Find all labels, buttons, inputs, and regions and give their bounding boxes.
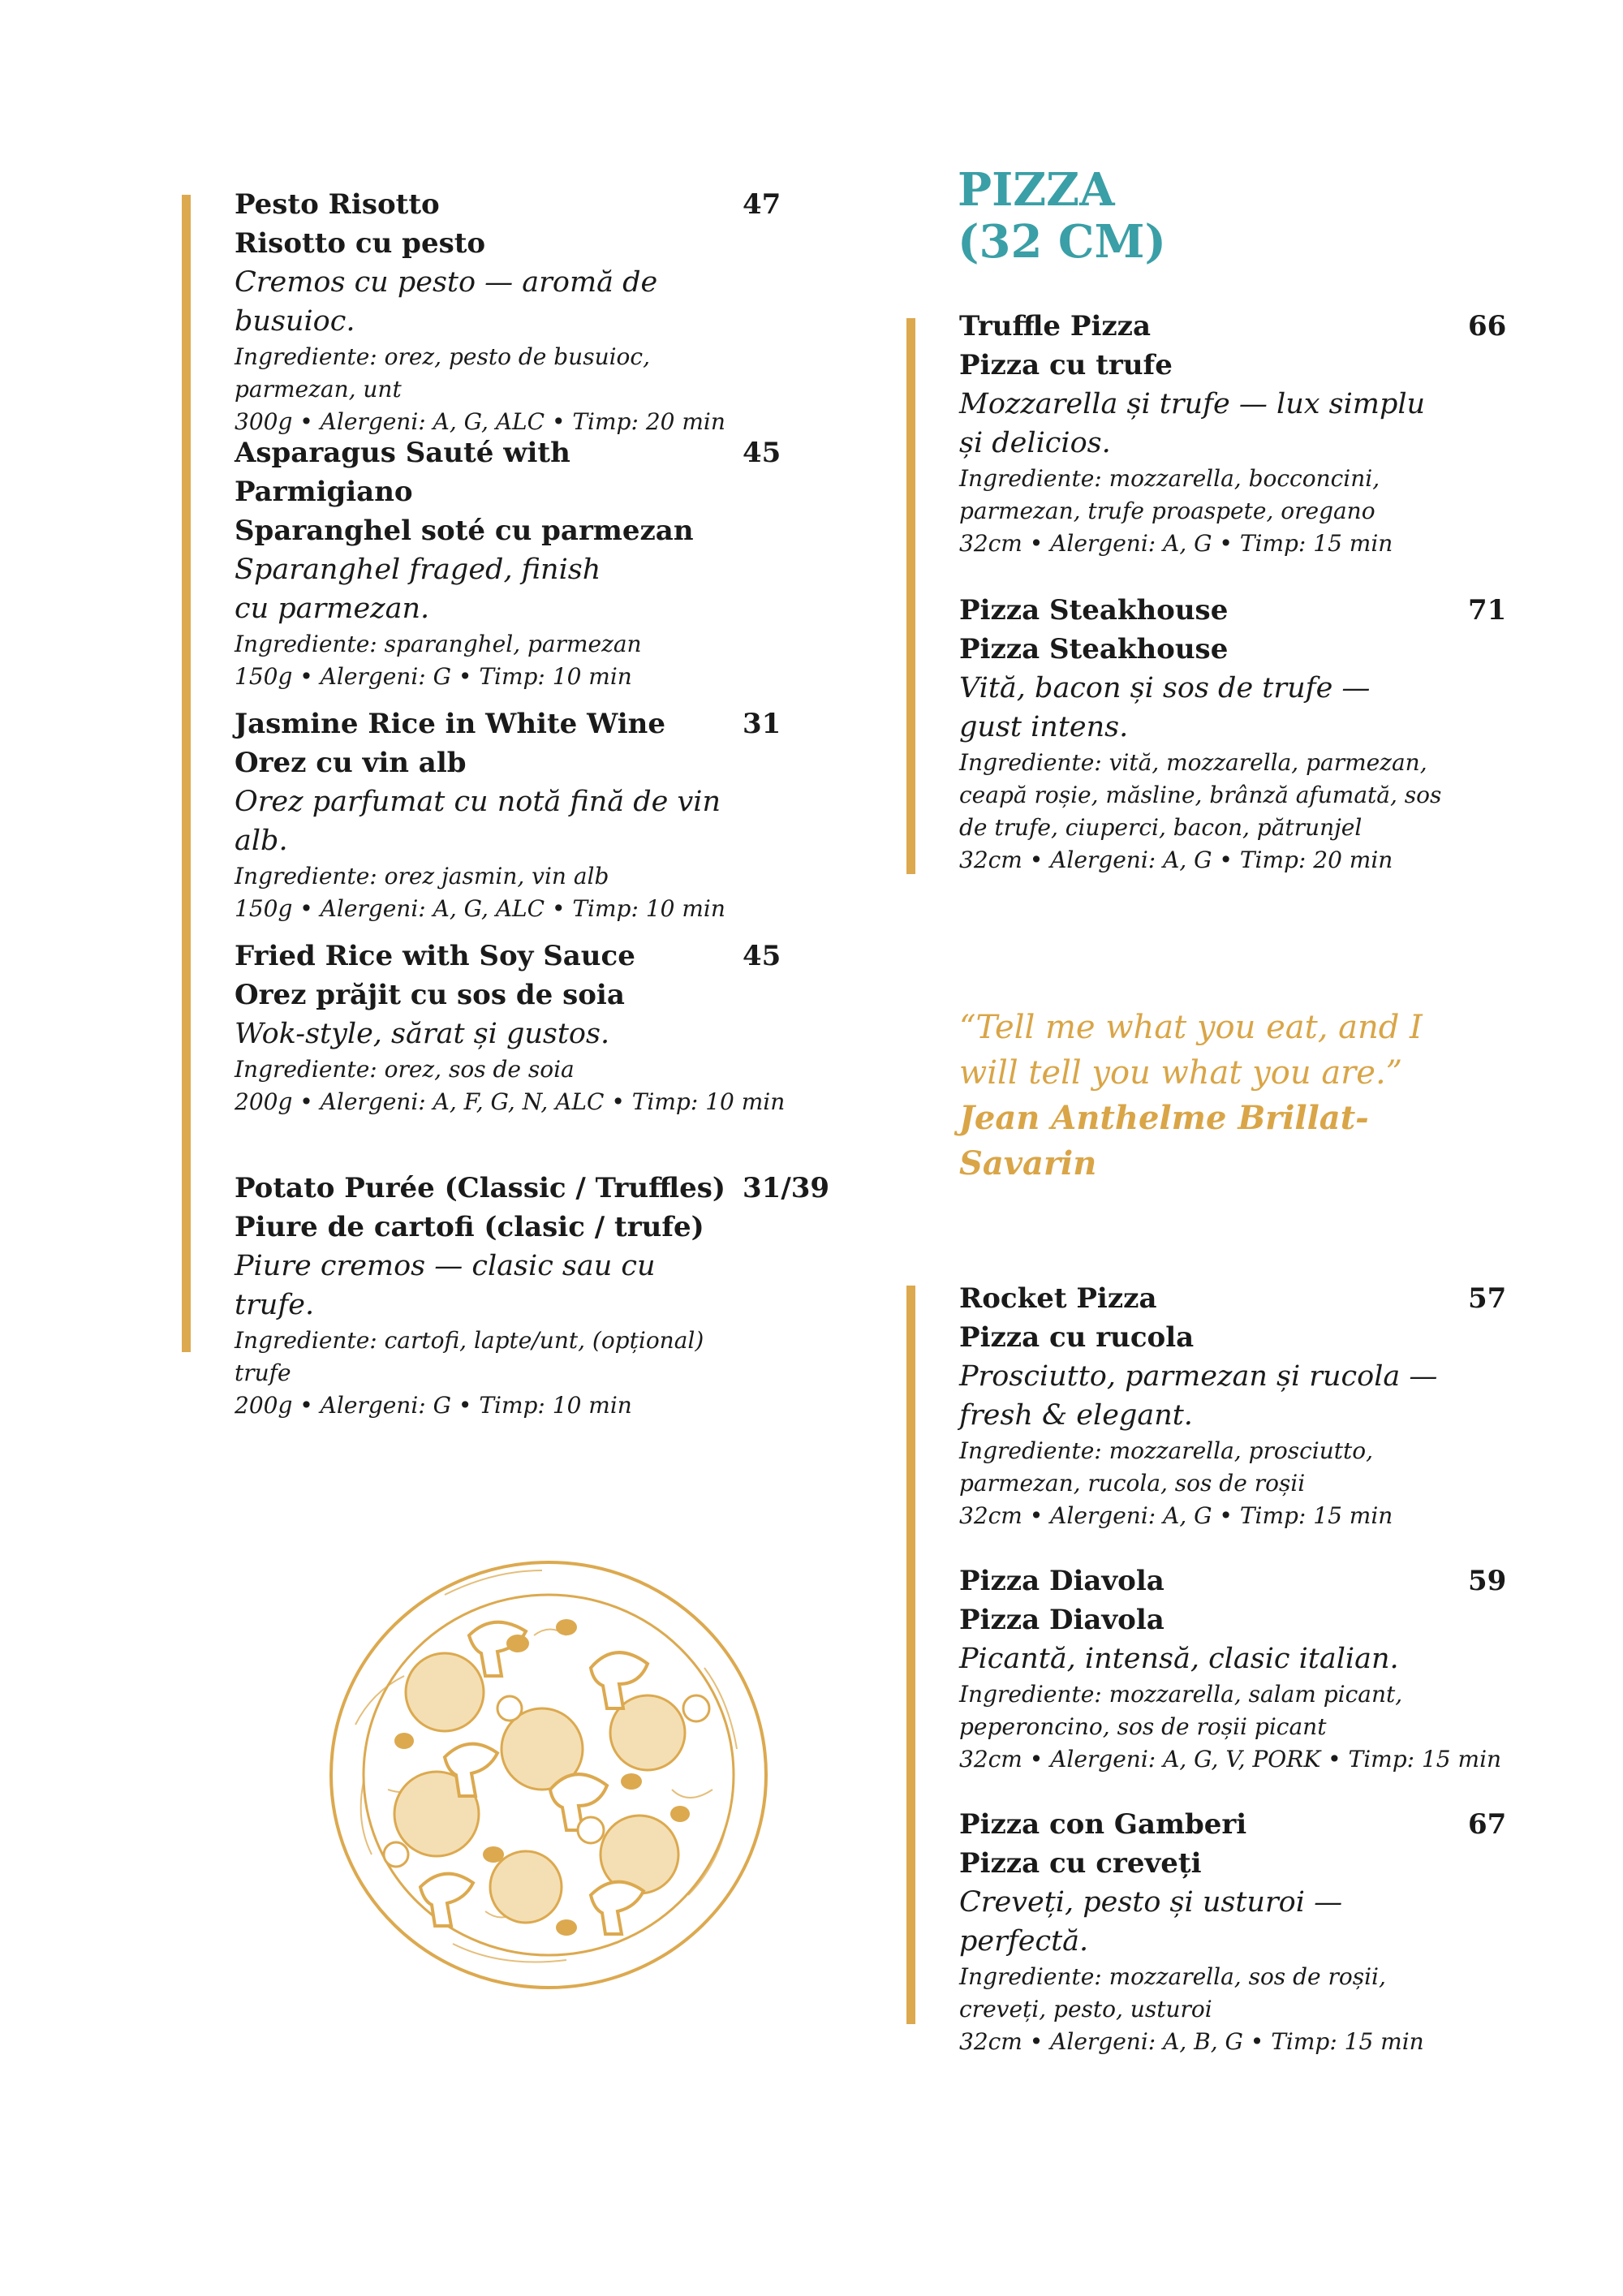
quote-line2: will tell you what you are.” [959, 1054, 1403, 1092]
item-price: 45 [743, 437, 781, 469]
item-price: 66 [1468, 310, 1507, 342]
item-ingredients: Ingrediente: orez, pesto de busuioc, parmezan, unt [235, 343, 650, 403]
item-translation: Orez prăjit cu sos de soia [235, 979, 625, 1011]
item-translation: Pizza cu rucola [959, 1321, 1195, 1354]
menu-item [959, 307, 1507, 560]
item-meta: 200g • Alergeni: A, F, G, N, ALC • Timp: 10 min [235, 1088, 786, 1115]
item-translation: Sparanghel soté cu parmezan [235, 515, 694, 547]
item-translation: Piure de cartofi (clasic / trufe) [235, 1211, 704, 1243]
item-description: Cremos cu pesto — aromă de busuioc. [235, 266, 658, 338]
menu-item [959, 1562, 1507, 1776]
item-description: Prosciutto, parmezan și rucola — fresh & elegant. [959, 1360, 1438, 1432]
item-translation: Pizza cu creveți [959, 1847, 1202, 1880]
quote-author: Jean Anthelme Brillat-Savarin [959, 1099, 1369, 1182]
item-ingredients: Ingrediente: mozzarella, prosciutto, parmezan, rucola, sos de roșii [959, 1437, 1374, 1497]
pizza-illustration-icon [323, 1546, 774, 1997]
quote-line1: “Tell me what you eat, and I [959, 1009, 1423, 1046]
item-price: 59 [1468, 1565, 1507, 1597]
item-meta: 200g • Alergeni: G • Timp: 10 min [235, 1392, 632, 1419]
menu-item [235, 1169, 830, 1422]
item-meta: 32cm • Alergeni: A, G • Timp: 15 min [959, 1502, 1393, 1529]
item-ingredients: Ingrediente: mozzarella, salam picant, peperoncino, sos de roșii picant [959, 1681, 1403, 1740]
item-ingredients: Ingrediente: orez, sos de soia [235, 1056, 575, 1083]
item-name: Pizza Steakhouse [959, 594, 1229, 627]
section-title [958, 164, 1166, 268]
item-price: 71 [1468, 594, 1507, 627]
item-name: Rocket Pizza [959, 1282, 1157, 1315]
item-translation: Pizza Steakhouse [959, 633, 1229, 666]
item-price: 45 [743, 940, 781, 972]
section-title-line1: PIZZA [958, 163, 1115, 217]
item-description: Vită, bacon și sos de trufe — gust intens. [959, 672, 1371, 743]
item-description: Piure cremos — clasic sau cu trufe. [235, 1250, 656, 1321]
quote-block [959, 1005, 1479, 1187]
item-price: 47 [743, 188, 781, 221]
item-meta: 32cm • Alergeni: A, B, G • Timp: 15 min [959, 2028, 1424, 2055]
menu-item [959, 1279, 1507, 1532]
item-price: 67 [1468, 1808, 1507, 1841]
item-name: Asparagus Sauté with Parmigiano [235, 437, 570, 508]
item-translation: Risotto cu pesto [235, 227, 486, 260]
left-accent-bar [182, 195, 191, 1352]
item-ingredients: Ingrediente: vită, mozzarella, parmezan, ceapă roșie, măsline, brânză afumată, sos de trufe, ciuperci, bacon, pătrunjel [959, 749, 1442, 841]
menu-item [235, 433, 781, 693]
item-name: Potato Purée (Classic / Truffles) [235, 1172, 725, 1204]
item-meta: 300g • Alergeni: A, G, ALC • Timp: 20 min [235, 408, 725, 435]
item-price: 31 [743, 708, 781, 740]
item-price: 31/39 [743, 1172, 830, 1204]
item-ingredients: Ingrediente: orez jasmin, vin alb [235, 863, 609, 890]
item-translation: Pizza cu trufe [959, 349, 1173, 381]
item-name: Pizza con Gamberi [959, 1808, 1247, 1841]
item-name: Jasmine Rice in White Wine [235, 708, 666, 740]
item-ingredients: Ingrediente: mozzarella, bocconcini, parmezan, trufe proaspete, oregano [959, 465, 1380, 524]
item-translation: Orez cu vin alb [235, 747, 467, 779]
item-translation: Pizza Diavola [959, 1604, 1165, 1636]
item-description: Wok-style, sărat și gustos. [235, 1018, 610, 1050]
item-description: Orez parfumat cu notă fină de vin alb. [235, 786, 721, 857]
item-meta: 32cm • Alergeni: A, G • Timp: 15 min [959, 530, 1393, 557]
item-meta: 32cm • Alergeni: A, G, V, PORK • Timp: 15 min [959, 1746, 1502, 1773]
item-description: Picantă, intensă, clasic italian. [959, 1643, 1399, 1675]
item-name: Fried Rice with Soy Sauce [235, 940, 635, 972]
item-price: 57 [1468, 1282, 1507, 1315]
item-description: Sparanghel fraged, finish cu parmezan. [235, 554, 601, 625]
right-bottom-accent-bar [906, 1286, 915, 2024]
item-name: Pesto Risotto [235, 188, 440, 221]
item-ingredients: Ingrediente: mozzarella, sos de roșii, creveți, pesto, usturoi [959, 1963, 1386, 2022]
section-title-line2: (32 CM) [958, 215, 1166, 269]
item-name: Pizza Diavola [959, 1565, 1165, 1597]
item-ingredients: Ingrediente: sparanghel, parmezan [235, 631, 642, 657]
right-top-accent-bar [906, 318, 915, 874]
item-meta: 150g • Alergeni: A, G, ALC • Timp: 10 min [235, 895, 725, 922]
menu-item [959, 591, 1507, 877]
item-description: Creveți, pesto și usturoi — perfectă. [959, 1886, 1343, 1958]
menu-item [235, 937, 786, 1118]
menu-item [235, 185, 781, 438]
item-description: Mozzarella și trufe — lux simplu și delicios. [959, 388, 1426, 459]
item-ingredients: Ingrediente: cartofi, lapte/unt, (opțional) trufe [235, 1327, 704, 1386]
item-meta: 32cm • Alergeni: A, G • Timp: 20 min [959, 846, 1393, 873]
menu-item [235, 704, 781, 925]
menu-item [959, 1805, 1507, 2058]
item-meta: 150g • Alergeni: G • Timp: 10 min [235, 663, 632, 690]
item-name: Truffle Pizza [959, 310, 1152, 342]
